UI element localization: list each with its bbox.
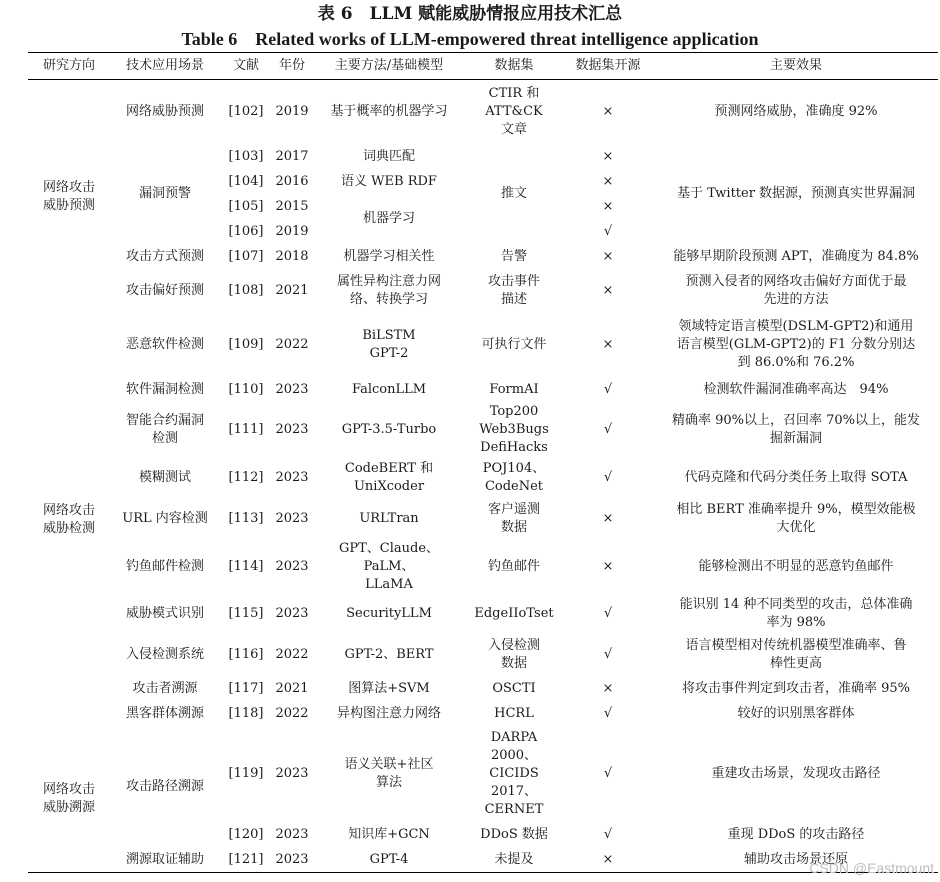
method-cell: 词典匹配: [362, 148, 415, 164]
ref-cell: [109]: [228, 337, 264, 352]
open-cell: √: [603, 422, 613, 437]
method-cell: BiLSTM GPT-2: [362, 328, 416, 361]
effect-cell: 能够早期阶段预测 APT，准确度为 84.8%: [673, 248, 919, 264]
year-cell: 2018: [275, 248, 309, 264]
table-row: [28, 269, 938, 313]
ref-cell: [112]: [228, 470, 264, 485]
table-row: [28, 498, 938, 540]
header-row: [28, 53, 938, 80]
open-cell: √: [603, 470, 613, 485]
table-row: [28, 144, 938, 169]
table-caption-cn: 表 6 LLM 赋能威胁情报应用技术汇总: [317, 4, 623, 24]
ref-cell: [110]: [228, 381, 264, 397]
open-cell: ×: [602, 511, 614, 526]
ref-cell: [118]: [228, 705, 264, 721]
dataset-cell: 攻击事件 描述: [487, 274, 540, 307]
open-cell: ×: [602, 104, 614, 119]
open-cell: ×: [602, 198, 614, 214]
dataset-cell: 推文: [500, 186, 527, 201]
open-cell: √: [603, 606, 613, 621]
dataset-cell: 入侵检测 数据: [487, 638, 540, 671]
year-cell: 2022: [275, 647, 309, 662]
year-cell: 2022: [275, 337, 309, 352]
open-cell: √: [603, 766, 613, 781]
table-row: [28, 80, 938, 145]
year-cell: 2023: [275, 511, 309, 526]
header-cell: 主要效果: [654, 53, 938, 80]
method-cell: GPT、Claude、PaLM、 LLaMA: [338, 541, 440, 592]
ref-cell: [115]: [228, 606, 264, 621]
year-cell: 2023: [275, 381, 309, 397]
effect-cell: 预测入侵者的网络攻击偏好方面优于最 先进的方法: [685, 274, 907, 307]
year-cell: 2023: [275, 766, 309, 781]
method-cell: URLTran: [359, 511, 419, 526]
effect-cell: 精确率 90%以上，召回率 70%以上，能发 掘新漏洞: [671, 413, 921, 446]
dataset-cell: 钓鱼邮件: [487, 559, 540, 574]
ref-cell: [114]: [228, 559, 264, 574]
effect-cell: 能识别 14 种不同类型的攻击，总体准确 率为 98%: [679, 597, 913, 630]
direction-cell: 网络攻击 威胁溯源: [42, 782, 95, 815]
year-cell: 2019: [275, 104, 309, 119]
table-caption-en: Table 6 Related works of LLM-empowered threat intelligence application: [181, 29, 759, 49]
dataset-cell: EdgeIIoTset: [474, 606, 554, 621]
method-cell: 语义 WEB RDF: [341, 173, 437, 189]
method-cell: 图算法+SVM: [348, 680, 430, 696]
header-cell: 研究方向: [28, 53, 110, 80]
year-cell: 2016: [275, 173, 309, 189]
scene-cell: 漏洞预警: [138, 186, 191, 201]
table-row: [28, 701, 938, 726]
header-cell: 文献: [220, 53, 272, 80]
method-cell: GPT-4: [369, 851, 409, 867]
open-cell: ×: [602, 283, 614, 298]
direction-cell: 网络攻击 威胁检测: [42, 502, 95, 536]
scene-cell: 智能合约漏洞 检测: [125, 413, 204, 446]
dataset-cell: 告警: [500, 248, 527, 264]
effect-cell: 重建攻击场景，发现攻击路径: [711, 766, 881, 781]
ref-cell: [117]: [228, 680, 264, 696]
method-cell: GPT-2、BERT: [344, 647, 434, 662]
scene-cell: 攻击者溯源: [132, 680, 198, 696]
method-cell: 机器学习相关性: [343, 248, 435, 264]
effect-cell: 语言模型相对传统机器模型准确率、鲁 棒性更高: [685, 638, 907, 671]
table-row: [28, 676, 938, 701]
dataset-cell: OSCTI: [492, 680, 536, 696]
dataset-cell: 可执行文件: [481, 337, 547, 352]
scene-cell: 恶意软件检测: [125, 337, 204, 352]
scene-cell: 钓鱼邮件检测: [125, 559, 204, 574]
scene-cell: 攻击偏好预测: [125, 283, 204, 298]
table-row: [28, 726, 938, 822]
method-cell: 机器学习: [362, 211, 415, 226]
ref-cell: [106]: [228, 223, 264, 239]
dataset-cell: 未提及: [494, 851, 534, 867]
open-cell: ×: [602, 851, 614, 867]
open-cell: ×: [602, 148, 614, 164]
dataset-cell: POJ104、 CodeNet: [482, 461, 546, 494]
year-cell: 2023: [275, 826, 309, 842]
ref-cell: [111]: [228, 422, 264, 437]
scene-cell: URL 内容检测: [122, 511, 208, 526]
open-cell: √: [603, 826, 613, 842]
header-cell: 技术应用场景: [110, 53, 220, 80]
table-row: [28, 847, 938, 873]
ref-cell: [108]: [228, 283, 264, 298]
scene-cell: 黑客群体溯源: [125, 705, 204, 721]
dataset-cell: HCRL: [494, 705, 534, 721]
dataset-cell: FormAI: [489, 381, 539, 397]
table-row: [28, 634, 938, 676]
ref-cell: [121]: [228, 851, 264, 867]
table-row: [28, 244, 938, 269]
table-row: [28, 313, 938, 377]
open-cell: √: [603, 705, 613, 721]
year-cell: 2023: [275, 606, 309, 621]
method-cell: FalconLLM: [351, 381, 427, 397]
method-cell: 知识库+GCN: [348, 826, 430, 842]
method-cell: 属性异构注意力网 络、转换学习: [336, 274, 441, 307]
table-row: [28, 458, 938, 498]
effect-cell: 能够检测出不明显的恶意钓鱼邮件: [698, 559, 894, 574]
effect-cell: 领域特定语言模型(DSLM-GPT2)和通用 语言模型(GLM-GPT2)的 F1 分数分别达 到 86.0%和 76.2%: [676, 319, 916, 370]
method-cell: SecurityLLM: [346, 606, 432, 621]
scene-cell: 溯源取证辅助: [125, 851, 204, 867]
header-cell: 数据集: [466, 53, 562, 80]
ref-cell: [113]: [228, 511, 264, 526]
dataset-cell: DARPA 2000、 CICIDS 2017、 CERNET: [484, 730, 544, 817]
scene-cell: 软件漏洞检测: [125, 381, 204, 397]
open-cell: √: [603, 223, 613, 239]
method-cell: 语义关联+社区 算法: [344, 757, 434, 790]
year-cell: 2022: [275, 705, 309, 721]
scene-cell: 入侵检测系统: [125, 647, 204, 662]
effect-cell: 基于 Twitter 数据源，预测真实世界漏洞: [676, 186, 916, 201]
open-cell: ×: [602, 248, 614, 264]
dataset-cell: 客户遥测 数据: [487, 502, 540, 535]
related-works-table: [28, 52, 938, 873]
effect-cell: 相比 BERT 准确率提升 9%，模型效能极 大优化: [676, 502, 916, 535]
ref-cell: [116]: [228, 647, 264, 662]
year-cell: 2017: [275, 148, 309, 164]
header-cell: 数据集开源: [562, 53, 654, 80]
open-cell: ×: [602, 337, 614, 352]
effect-cell: 代码克隆和代码分类任务上取得 SOTA: [684, 470, 908, 485]
open-cell: ×: [602, 680, 614, 696]
year-cell: 2023: [275, 470, 309, 485]
year-cell: 2023: [275, 422, 309, 437]
open-cell: √: [603, 647, 613, 662]
ref-cell: [120]: [228, 826, 264, 842]
method-cell: GPT-3.5-Turbo: [341, 422, 437, 437]
ref-cell: [119]: [228, 766, 264, 781]
ref-cell: [105]: [228, 198, 264, 214]
table-row: [28, 540, 938, 594]
table-row: [28, 402, 938, 458]
year-cell: 2023: [275, 559, 309, 574]
table-row: [28, 377, 938, 402]
year-cell: 2021: [275, 680, 309, 696]
ref-cell: [103]: [228, 148, 264, 164]
dataset-cell: DDoS 数据: [480, 826, 548, 842]
watermark: CSDN @Eastmount: [809, 860, 934, 876]
scene-cell: 攻击路径溯源: [125, 778, 204, 794]
dataset-cell: CTIR 和 ATT&CK 文章: [485, 86, 543, 137]
scene-cell: 攻击方式预测: [125, 248, 204, 264]
method-cell: CodeBERT 和 UniXcoder: [344, 461, 434, 494]
method-cell: 基于概率的机器学习: [330, 104, 448, 119]
effect-cell: 重现 DDoS 的攻击路径: [727, 826, 865, 842]
dataset-cell: Top200 Web3Bugs DefiHacks: [479, 404, 549, 455]
effect-cell: 较好的识别黑客群体: [737, 705, 855, 721]
year-cell: 2019: [275, 223, 309, 239]
effect-cell: 预测网络威胁，准确度 92%: [714, 104, 878, 119]
scene-cell: 威胁模式识别: [125, 606, 204, 621]
ref-cell: [102]: [228, 104, 264, 119]
open-cell: ×: [602, 173, 614, 189]
open-cell: √: [603, 381, 613, 397]
effect-cell: 将攻击事件判定到攻击者，准确率 95%: [681, 680, 911, 696]
year-cell: 2015: [275, 198, 309, 214]
open-cell: ×: [602, 559, 614, 574]
direction-cell: 网络攻击 威胁预测: [42, 179, 95, 213]
header-cell: 年份: [272, 53, 312, 80]
header-cell: 主要方法/基础模型: [312, 53, 466, 80]
ref-cell: [107]: [228, 248, 264, 264]
table-row: [28, 594, 938, 634]
year-cell: 2021: [275, 283, 309, 298]
effect-cell: 检测软件漏洞准确率高达 94%: [703, 381, 889, 397]
method-cell: 异构图注意力网络: [336, 705, 441, 721]
effect-cell: 辅助攻击场景还原: [743, 851, 848, 867]
year-cell: 2023: [275, 851, 309, 867]
ref-cell: [104]: [228, 173, 264, 189]
scene-cell: 网络威胁预测: [125, 104, 204, 119]
scene-cell: 模糊测试: [138, 470, 191, 485]
